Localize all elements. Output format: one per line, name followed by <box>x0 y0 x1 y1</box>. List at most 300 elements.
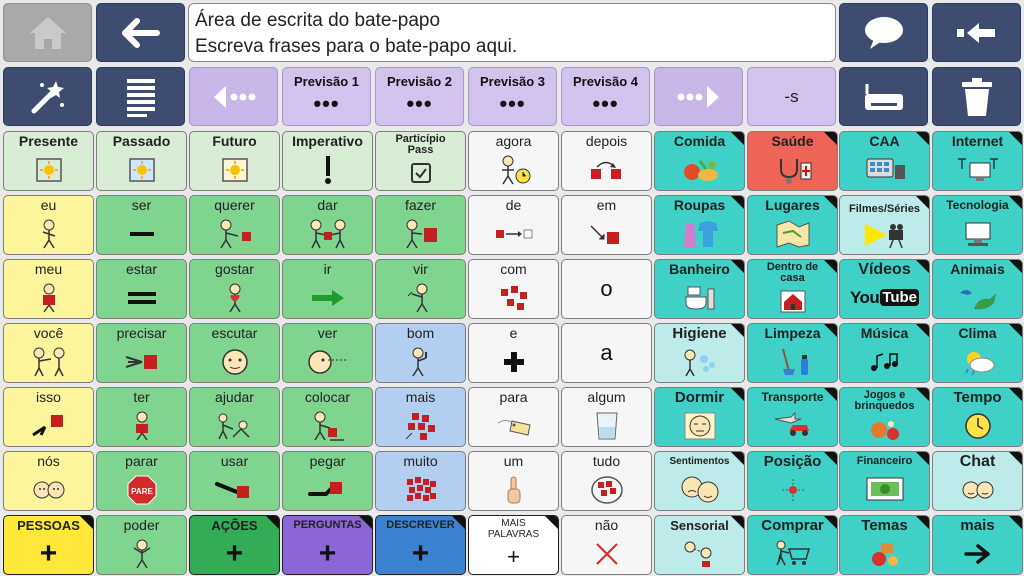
word-label: Passado <box>112 133 171 149</box>
word-um[interactable] <box>468 451 559 511</box>
we-faces-icon <box>32 479 66 501</box>
sun-past-icon <box>129 158 155 182</box>
folder-corner <box>916 388 929 401</box>
prediction-1-button[interactable] <box>282 67 371 126</box>
chat-writing-area[interactable] <box>188 3 836 62</box>
person-clock-icon <box>496 154 532 186</box>
take-hand-icon <box>308 478 348 502</box>
bar-icon <box>129 230 155 238</box>
word-label: ser <box>131 197 152 213</box>
person-put-icon <box>310 410 346 442</box>
category-label: Tempo <box>953 389 1002 406</box>
word-voce[interactable] <box>3 323 94 383</box>
category-label: Jogos e brinquedos <box>854 389 915 412</box>
chat-area-title: Área de escrita do bate-papo <box>195 10 441 31</box>
word-label: não <box>594 517 619 533</box>
word-vir[interactable] <box>375 259 466 319</box>
music-notes-icon <box>867 350 903 374</box>
folder-corner <box>731 196 744 209</box>
category-dentro-de-casa[interactable] <box>747 259 838 319</box>
word-label: poder <box>123 517 160 533</box>
give-icon <box>308 218 348 250</box>
folder-descrever[interactable] <box>375 515 466 575</box>
word-nao[interactable] <box>561 515 652 575</box>
category-comprar[interactable] <box>747 515 838 575</box>
word-meu[interactable] <box>3 259 94 319</box>
word-futuro[interactable] <box>189 131 280 191</box>
word-label: em <box>596 197 617 213</box>
category-tempo[interactable] <box>932 387 1023 447</box>
folder-corner <box>1009 388 1022 401</box>
word-usar[interactable] <box>189 451 280 511</box>
folder-corner <box>916 132 929 145</box>
plus-icon: + <box>39 536 58 570</box>
folder-corner <box>1009 132 1022 145</box>
sun-future-icon <box>222 158 248 182</box>
clear-button[interactable] <box>932 67 1021 126</box>
category-label: Sentimentos <box>669 456 730 467</box>
person-thumbs-up-icon <box>406 346 436 378</box>
folder-corner <box>731 388 744 401</box>
back-button[interactable] <box>96 3 185 62</box>
word-para[interactable] <box>468 387 559 447</box>
word-label: pegar <box>309 453 346 469</box>
category-caa[interactable] <box>839 131 930 191</box>
folder-corner <box>731 516 744 529</box>
word-precisar[interactable] <box>96 323 187 383</box>
word-label: colocar <box>304 389 351 405</box>
word-label: Imperativo <box>292 133 363 149</box>
checkbox-icon <box>410 162 432 184</box>
category-label: Comida <box>673 133 726 149</box>
map-icon <box>773 219 813 249</box>
word-label: para <box>499 389 528 405</box>
bathroom-icon <box>682 283 718 313</box>
folder-label: PERGUNTAS <box>293 519 362 531</box>
folder-corner <box>824 388 837 401</box>
category-label: Roupas <box>673 197 726 213</box>
folder-corner <box>1009 516 1022 529</box>
category-tecnologia[interactable] <box>932 195 1023 255</box>
category-label: Clima <box>958 325 997 341</box>
category-posicao[interactable] <box>747 451 838 511</box>
word-pegar[interactable] <box>282 451 373 511</box>
plus-icon: + <box>507 544 520 569</box>
category-internet[interactable] <box>932 131 1023 191</box>
category-clima[interactable] <box>932 323 1023 383</box>
youtube-logo-you: You <box>849 287 880 307</box>
word-com[interactable] <box>468 259 559 319</box>
folder-acoes[interactable] <box>189 515 280 575</box>
person-reach-icon <box>216 218 254 250</box>
arrow-squares-icon <box>589 159 625 181</box>
person-mine-icon <box>37 282 61 314</box>
animals-icon <box>956 283 1000 313</box>
folder-pessoas[interactable] <box>3 515 94 575</box>
folder-corner <box>1009 196 1022 209</box>
word-label: mais <box>405 389 436 405</box>
word-label: o <box>600 276 613 301</box>
word-label: ver <box>317 325 338 341</box>
next-page-icon <box>677 84 721 110</box>
word-label: Particípio Pass <box>395 133 446 156</box>
toys-icon <box>867 416 903 442</box>
category-transporte[interactable] <box>747 387 838 447</box>
folder-corner <box>916 196 929 209</box>
speech-bubble-icon <box>862 15 906 51</box>
plus-icon: + <box>411 536 430 570</box>
category-banheiro[interactable] <box>654 259 745 319</box>
folder-corner <box>80 516 93 529</box>
folder-label: PESSOAS <box>17 518 80 533</box>
folder-corner <box>916 516 929 529</box>
more-squares-icon <box>404 411 438 441</box>
word-poder[interactable] <box>96 515 187 575</box>
category-dormir[interactable] <box>654 387 745 447</box>
word-mais[interactable] <box>375 387 466 447</box>
category-comida[interactable] <box>654 131 745 191</box>
from-arrow-icon <box>494 226 534 242</box>
word-label: usar <box>220 453 249 469</box>
word-a[interactable] <box>561 323 652 383</box>
folder-corner <box>1009 260 1022 273</box>
category-limpeza[interactable] <box>747 323 838 383</box>
word-label: estar <box>125 261 158 277</box>
use-hand-icon <box>215 478 255 502</box>
house-icon <box>778 288 808 314</box>
cleaning-icon <box>773 347 813 377</box>
folder-label: MAIS PALAVRAS <box>487 518 540 540</box>
category-roupas[interactable] <box>654 195 745 255</box>
category-label: Tecnologia <box>946 198 1009 212</box>
category-temas[interactable] <box>839 515 930 575</box>
category-musica[interactable] <box>839 323 930 383</box>
folder-label: AÇÕES <box>211 518 258 533</box>
back-arrow-icon <box>121 18 161 48</box>
suffix-s-button[interactable] <box>747 67 836 126</box>
word-label: com <box>500 261 527 277</box>
stop-sign-icon <box>127 475 157 505</box>
word-label: e <box>509 325 518 341</box>
go-arrow-icon <box>310 288 346 308</box>
word-label: Presente <box>18 133 79 149</box>
category-mais[interactable] <box>932 515 1023 575</box>
folder-corner <box>1009 452 1022 465</box>
person-self-icon <box>37 218 61 250</box>
word-escutar[interactable] <box>189 323 280 383</box>
prediction-dots: ••• <box>313 91 340 116</box>
word-presente[interactable] <box>3 131 94 191</box>
category-label: Dentro de casa <box>766 261 819 284</box>
arrow-right-icon <box>964 543 992 565</box>
word-algum[interactable] <box>561 387 652 447</box>
category-label: Chat <box>959 453 996 470</box>
prediction-label: Previsão 2 <box>386 74 453 89</box>
folder-label: DESCREVER <box>386 519 455 531</box>
word-label: eu <box>40 197 57 213</box>
need-icon <box>124 351 160 373</box>
computer-icon <box>956 219 1000 249</box>
category-label: Lugares <box>765 197 820 213</box>
folder-corner <box>359 516 372 529</box>
word-agora[interactable] <box>468 131 559 191</box>
word-label: querer <box>214 197 255 213</box>
word-ir[interactable] <box>282 259 373 319</box>
sun-present-icon <box>36 158 62 182</box>
word-imperativo[interactable] <box>282 131 373 191</box>
word-label: vir <box>413 261 428 277</box>
position-icon <box>778 477 808 503</box>
sensory-icon <box>680 539 720 569</box>
feelings-faces-icon <box>680 474 720 504</box>
category-higiene[interactable] <box>654 323 745 383</box>
word-label: algum <box>587 389 626 405</box>
word-participio-pass[interactable] <box>375 131 466 191</box>
movie-projector-icon <box>863 220 907 250</box>
category-sentimentos[interactable] <box>654 451 745 511</box>
category-label: mais <box>960 517 995 534</box>
category-label: Vídeos <box>858 261 911 278</box>
plus-icon: + <box>225 536 244 570</box>
one-finger-icon <box>505 475 523 505</box>
category-animais[interactable] <box>932 259 1023 319</box>
word-label: dar <box>317 197 338 213</box>
folder-perguntas[interactable] <box>282 515 373 575</box>
category-label: Transporte <box>761 390 824 404</box>
prediction-2-button[interactable] <box>375 67 464 126</box>
word-de[interactable] <box>468 195 559 255</box>
equals-icon <box>127 290 157 306</box>
stop-sign-text: PARE <box>130 486 153 496</box>
category-sensorial[interactable] <box>654 515 745 575</box>
word-fazer[interactable] <box>375 195 466 255</box>
folder-corner <box>824 260 837 273</box>
exclamation-icon <box>323 155 333 185</box>
folder-corner <box>824 324 837 337</box>
folder-corner <box>916 452 929 465</box>
word-e[interactable] <box>468 323 559 383</box>
person-make-icon <box>402 218 440 250</box>
person-can-icon <box>129 538 155 570</box>
category-jogos-e-brinquedos[interactable] <box>839 387 930 447</box>
category-saude[interactable] <box>747 131 838 191</box>
folder-corner <box>824 452 837 465</box>
word-colocar[interactable] <box>282 387 373 447</box>
many-squares-icon <box>404 475 438 505</box>
word-bom[interactable] <box>375 323 466 383</box>
category-label: Banheiro <box>669 261 730 277</box>
see-face-icon <box>308 348 348 376</box>
previous-page-icon <box>212 84 256 110</box>
category-label: Dormir <box>674 389 725 406</box>
folder-corner <box>1009 324 1022 337</box>
category-filmes-series[interactable] <box>839 195 930 255</box>
prediction-4-button[interactable] <box>561 67 650 126</box>
person-you-icon <box>29 346 69 378</box>
word-o[interactable] <box>561 259 652 319</box>
youtube-logo <box>850 288 919 308</box>
youtube-logo-tube: Tube <box>882 289 918 306</box>
word-eu[interactable] <box>3 195 94 255</box>
word-ver[interactable] <box>282 323 373 383</box>
word-label: depois <box>585 133 628 149</box>
word-em[interactable] <box>561 195 652 255</box>
word-parar[interactable] <box>96 451 187 511</box>
magic-button[interactable] <box>3 67 92 126</box>
weather-icon <box>958 347 998 377</box>
category-label: Música <box>860 325 909 341</box>
folder-corner <box>731 452 744 465</box>
word-label: gostar <box>215 261 254 277</box>
backspace-icon <box>955 20 999 46</box>
computer-network-icon <box>956 155 1000 185</box>
word-label: tudo <box>592 453 621 469</box>
category-label: Filmes/Séries <box>849 203 920 215</box>
category-videos[interactable] <box>839 259 930 319</box>
next-predictions-button[interactable] <box>654 67 743 126</box>
word-nos[interactable] <box>3 451 94 511</box>
transport-icon <box>771 411 815 441</box>
word-depois[interactable] <box>561 131 652 191</box>
word-label: de <box>505 197 522 213</box>
sleep-icon <box>683 411 717 441</box>
word-label: você <box>33 325 64 341</box>
list-button[interactable] <box>96 67 185 126</box>
glass-icon <box>595 411 619 441</box>
folder-corner <box>731 324 744 337</box>
gift-tag-icon <box>494 415 534 437</box>
with-squares-icon <box>497 283 531 313</box>
category-label: Animais <box>950 261 1005 277</box>
word-passado[interactable] <box>96 131 187 191</box>
word-label: isso <box>36 389 61 405</box>
word-label: ter <box>133 389 150 405</box>
aac-device-icon <box>863 155 907 185</box>
word-ajudar[interactable] <box>189 387 280 447</box>
category-lugares[interactable] <box>747 195 838 255</box>
category-label: CAA <box>869 133 900 149</box>
hygiene-icon <box>680 347 720 377</box>
clock-icon <box>964 412 992 440</box>
home-button[interactable] <box>3 3 92 62</box>
folder-corner <box>731 132 744 145</box>
person-have-icon <box>129 410 155 442</box>
word-ser[interactable] <box>96 195 187 255</box>
word-muito[interactable] <box>375 451 466 511</box>
shopping-cart-icon <box>773 539 813 569</box>
word-isso[interactable] <box>3 387 94 447</box>
category-label: Saúde <box>771 133 814 149</box>
point-that-icon <box>31 413 67 439</box>
word-label: muito <box>403 453 438 469</box>
help-icon <box>215 411 255 441</box>
prediction-dots: ••• <box>406 91 433 116</box>
word-label: meu <box>34 261 63 277</box>
word-label: nós <box>37 453 60 469</box>
category-chat[interactable] <box>932 451 1023 511</box>
money-icon <box>865 474 905 504</box>
delete-word-button[interactable] <box>932 3 1021 62</box>
word-label: um <box>503 453 524 469</box>
word-label: precisar <box>116 325 167 341</box>
category-label: Internet <box>951 133 1004 149</box>
no-cross-icon <box>594 541 620 567</box>
prediction-dots: ••• <box>499 91 526 116</box>
person-come-icon <box>406 282 436 314</box>
stethoscope-icon <box>773 155 813 185</box>
plus-icon: + <box>318 536 337 570</box>
category-label: Higiene <box>672 325 727 342</box>
category-label: Financeiro <box>856 455 913 467</box>
word-label: fazer <box>404 197 437 213</box>
folder-corner <box>824 132 837 145</box>
prediction-dots: ••• <box>592 91 619 116</box>
category-label: Posição <box>763 453 822 470</box>
prediction-label: Previsão 4 <box>572 74 639 89</box>
person-like-icon <box>222 282 248 314</box>
home-icon <box>28 15 68 51</box>
folder-corner <box>266 516 279 529</box>
category-label: Comprar <box>761 517 824 534</box>
folder-corner <box>731 260 744 273</box>
word-gostar[interactable] <box>189 259 280 319</box>
word-label: a <box>600 340 613 365</box>
word-label: escutar <box>211 325 258 341</box>
previous-predictions-button[interactable] <box>189 67 278 126</box>
folder-corner <box>824 516 837 529</box>
clothes-icon <box>680 219 720 249</box>
word-tudo[interactable] <box>561 451 652 511</box>
food-icon <box>680 155 720 185</box>
word-label: agora <box>495 133 532 149</box>
word-label: Futuro <box>212 133 257 149</box>
plus-icon <box>503 351 525 373</box>
category-label: Sensorial <box>670 518 729 533</box>
word-estar[interactable] <box>96 259 187 319</box>
prediction-label: Previsão 3 <box>479 74 546 89</box>
folder-corner <box>916 260 929 273</box>
all-squares-icon <box>590 475 624 505</box>
category-financeiro[interactable] <box>839 451 930 511</box>
folder-corner <box>916 324 929 337</box>
word-label: parar <box>125 453 158 469</box>
word-querer[interactable] <box>189 195 280 255</box>
folder-corner <box>452 516 465 529</box>
chat-area-hint: Escreva frases para o bate-papo aqui. <box>195 36 518 57</box>
prediction-3-button[interactable] <box>468 67 557 126</box>
keyboard-button[interactable] <box>839 67 928 126</box>
word-ter[interactable] <box>96 387 187 447</box>
folder-corner <box>824 196 837 209</box>
folder-mais-palavras[interactable] <box>468 515 559 575</box>
speak-button[interactable] <box>839 3 928 62</box>
word-label: ir <box>323 261 332 277</box>
themes-icon <box>867 539 903 569</box>
prediction-label: Previsão 1 <box>293 74 360 89</box>
word-label: ajudar <box>215 389 254 405</box>
word-dar[interactable] <box>282 195 373 255</box>
folder-corner <box>545 516 558 529</box>
word-label: bom <box>406 325 435 341</box>
magic-wand-icon <box>28 77 68 117</box>
trash-icon <box>961 77 993 117</box>
category-label: Limpeza <box>764 325 821 341</box>
list-icon <box>125 77 157 117</box>
into-arrow-icon <box>587 222 627 246</box>
suffix-label: -s <box>784 86 799 106</box>
keyboard-icon <box>863 82 905 112</box>
listen-face-icon <box>220 347 250 377</box>
